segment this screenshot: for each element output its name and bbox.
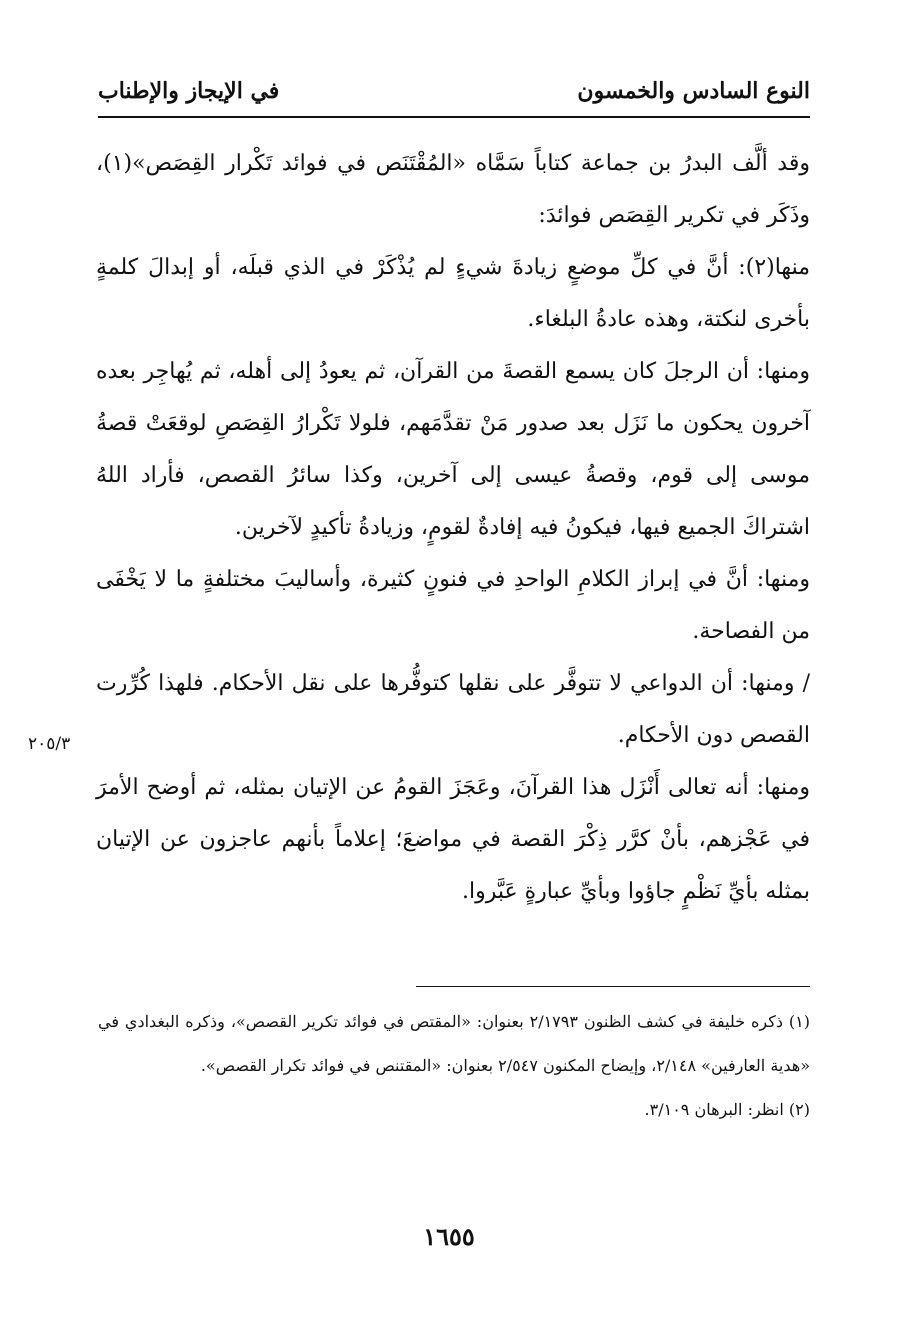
footnote-1: (١) ذكره خليفة في كشف الظنون ٢/١٧٩٣ بعنوان: «المقتص في فوائد تكرير القصص»، وذكره البغدادي في «هدية العارفين» ٢/١٤٨، وإيضاح المكنون ٢/٥٤٧ بعنوان: «المقتنص في فوائد تكرار القصص». <box>98 1012 811 1075</box>
paragraph-6: ومنها: أنه تعالى أَنْزَل هذا القرآنَ، وعَجَزَ القومُ عن الإتيان بمثله، ثم أوضح الأمرَ في عَجْزهم، بأنْ كرَّر ذِكْرَ القصة في مواضعَ؛ إعلاماً بأنهم عاجزون عن الإتيان بمثله بأيِّ نَظْمٍ جاؤوا وبأيِّ عبارةٍ عَبَّروا. <box>96 775 810 904</box>
running-header <box>98 68 810 114</box>
page-number: ١٦٥٥ <box>423 1222 475 1251</box>
section-title: في الإيجاز والإطناب <box>98 78 280 104</box>
chapter-title: النوع السادس والخمسون <box>577 78 810 104</box>
paragraph-2: منها(٢): أنَّ في كلِّ موضعٍ زيادةَ شيءٍ لم يُذْكَرْ في الذي قبلَه، أو إبدالَ كلمةٍ بأخرى لنكتة، وهذه عادةُ البلغاء. <box>96 255 810 332</box>
paragraph-4: ومنها: أنَّ في إبراز الكلامِ الواحدِ في فنونٍ كثيرة، وأساليبَ مختلفةٍ ما لا يَخْفَى من الفصاحة. <box>96 567 810 644</box>
paragraph-5: / ومنها: أن الدواعي لا تتوفَّر على نقلها كتوفُّرها على نقل الأحكام. فلهذا كُرِّرت القصص دون الأحكام. <box>96 671 810 748</box>
margin-page-reference: ٢٠٥/٣ <box>28 734 71 754</box>
paragraph-3: ومنها: أن الرجلَ كان يسمع القصةَ من القرآن، ثم يعودُ إلى أهله، ثم يُهاجِر بعده آخرون يحكون ما نَزَل بعد صدور مَنْ تقدَّمَهم، فلولا تَكْرارُ القِصَصِ لوقعَتْ قصةُ موسى إلى قوم، وقصةُ عيسى إلى آخرين، وكذا سائرُ القصص، فأراد اللهُ اشتراكَ الجميع فيها، فيكونُ فيه إفادةٌ لقومٍ، وزيادةُ تأكيدٍ لآخرين. <box>96 359 810 540</box>
header-rule <box>98 116 810 118</box>
footnote-2: (٢) انظر: البرهان ٣/١٠٩. <box>644 1100 810 1119</box>
paragraph-1: وقد ألَّف البدرُ بن جماعة كتاباً سَمَّاه «المُقْتَنَص في فوائد تَكْرار القِصَص»(١)، وذَكَر في تكرير القِصَص فوائدَ: <box>96 151 810 228</box>
footnotes <box>98 1000 810 1132</box>
footnote-separator <box>416 986 810 987</box>
main-text <box>96 138 810 918</box>
